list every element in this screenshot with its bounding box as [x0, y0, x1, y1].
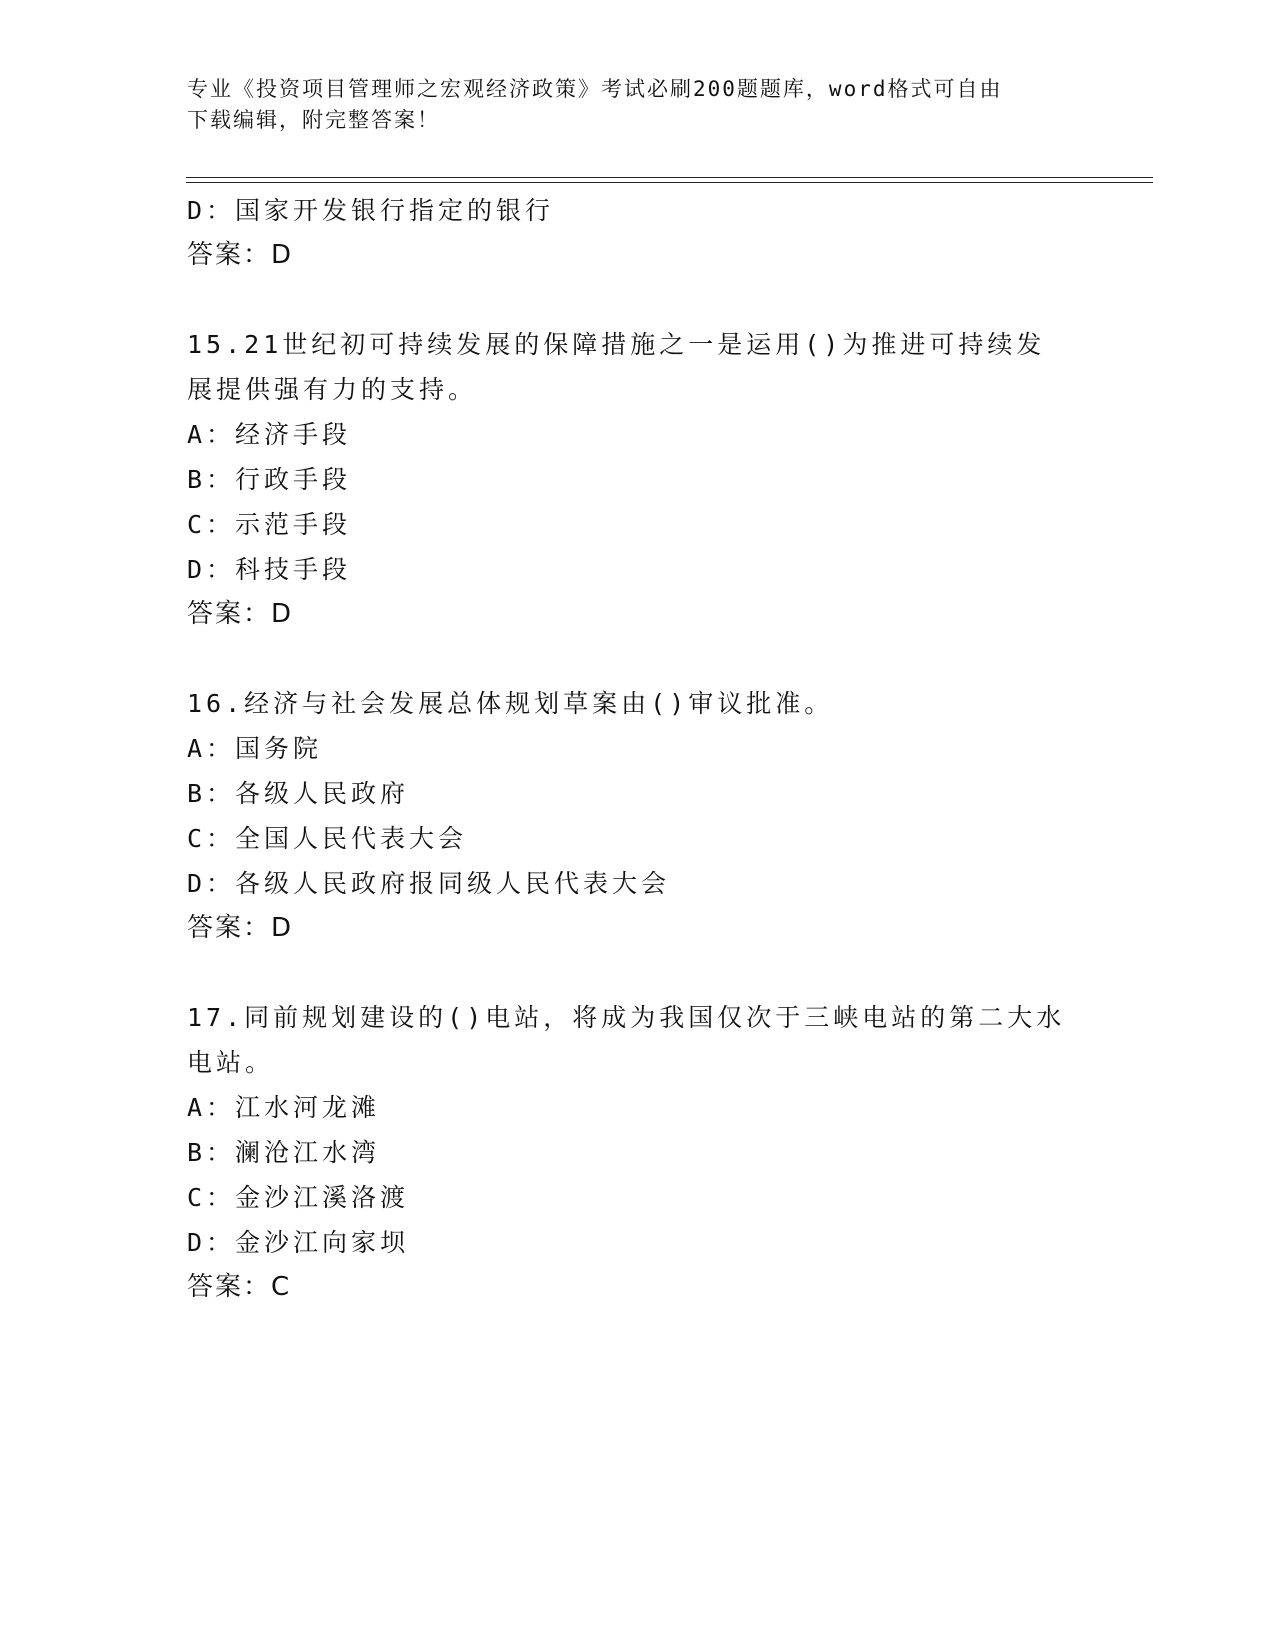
option-c: C：全国人民代表大会: [187, 824, 468, 853]
option-a: A：经济手段: [187, 420, 352, 449]
answer: 答案：C: [187, 1272, 292, 1302]
option-b: B：各级人民政府: [187, 779, 410, 808]
option-b: B：行政手段: [187, 465, 352, 494]
prev-option-d: D：国家开发银行指定的银行: [187, 196, 555, 225]
prev-answer: 答案：D: [187, 240, 294, 270]
question-stem: 15.21世纪初可持续发展的保障措施之一是运用()为推进可持续发展提供强有力的支持。: [187, 330, 1046, 404]
header-line-1: 专业《投资项目管理师之宏观经济政策》考试必刷200题题库，word格式可自由: [187, 77, 1003, 101]
question-15: [187, 322, 1087, 637]
option-c: C：金沙江溪洛渡: [187, 1183, 410, 1212]
question-stem: 16.经济与社会发展总体规划草案由()审议批准。: [187, 689, 834, 718]
answer: 答案：D: [187, 913, 294, 943]
header-divider-bottom: [186, 182, 1153, 183]
option-b: B：澜沧江水湾: [187, 1138, 381, 1167]
document-header: [187, 74, 1087, 136]
option-d: D：科技手段: [187, 555, 352, 584]
answer: 答案：D: [187, 599, 294, 629]
question-17: [187, 995, 1087, 1310]
option-d: D：各级人民政府报同级人民代表大会: [187, 869, 671, 898]
header-line-2: 下载编辑，附完整答案！: [187, 108, 440, 132]
option-a: A：国务院: [187, 734, 323, 763]
option-a: A：江水河龙滩: [187, 1093, 381, 1122]
header-divider-top: [186, 177, 1153, 178]
option-d: D：金沙江向家坝: [187, 1228, 410, 1257]
question-list: [187, 188, 1087, 1310]
question-stem: 17.同前规划建设的()电站，将成为我国仅次于三峡电站的第二大水电站。: [187, 1003, 1066, 1077]
question-16: [187, 681, 1087, 951]
option-c: C：示范手段: [187, 510, 352, 539]
